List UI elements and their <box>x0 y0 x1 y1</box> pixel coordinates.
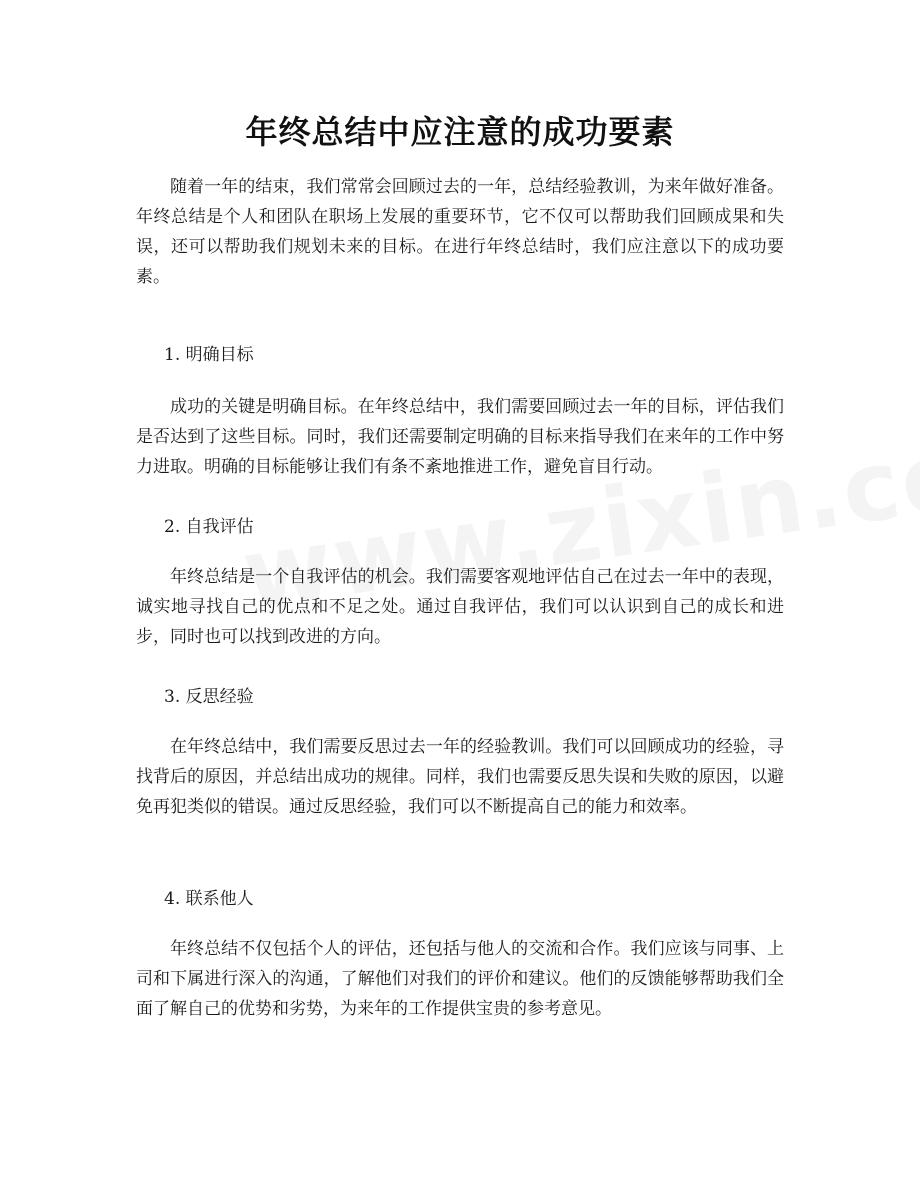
section-heading-4: 4. 联系他人 <box>164 889 254 909</box>
intro-paragraph: 随着一年的结束，我们常常会回顾过去的一年，总结经验教训，为来年做好准备。年终总结是个人和团队在职场上发展的重要环节，它不仅可以帮助我们回顾成果和失误，还可以帮助我们规划未来的目标。在进行年终总结时，我们应注意以下的成功要素。 <box>136 177 784 287</box>
section-body-2: 年终总结是一个自我评估的机会。我们需要客观地评估自己在过去一年中的表现，诚实地寻找自己的优点和不足之处。通过自我评估，我们可以认识到自己的成长和进步，同时也可以找到改进的方向。 <box>136 567 784 647</box>
section-heading-3: 3. 反思经验 <box>164 687 254 707</box>
section-body-3: 在年终总结中，我们需要反思过去一年的经验教训。我们可以回顾成功的经验，寻找背后的原因，并总结出成功的规律。同样，我们也需要反思失误和失败的原因，以避免再犯类似的错误。通过反思经验，我们可以不断提高自己的能力和效率。 <box>136 737 784 817</box>
section-body-4: 年终总结不仅包括个人的评估，还包括与他人的交流和合作。我们应该与同事、上司和下属进行深入的沟通，了解他们对我们的评价和建议。他们的反馈能够帮助我们全面了解自己的优势和劣势，为来年的工作提供宝贵的参考意见。 <box>136 939 784 1019</box>
section-body-1: 成功的关键是明确目标。在年终总结中，我们需要回顾过去一年的目标，评估我们是否达到了这些目标。同时，我们还需要制定明确的目标来指导我们在来年的工作中努力进取。明确的目标能够让我们有条不紊地推进工作，避免盲目行动。 <box>136 397 784 477</box>
section-heading-2: 2. 自我评估 <box>164 517 254 537</box>
section-heading-1: 1. 明确目标 <box>164 345 254 365</box>
document-title: 年终总结中应注意的成功要素 <box>245 113 675 151</box>
